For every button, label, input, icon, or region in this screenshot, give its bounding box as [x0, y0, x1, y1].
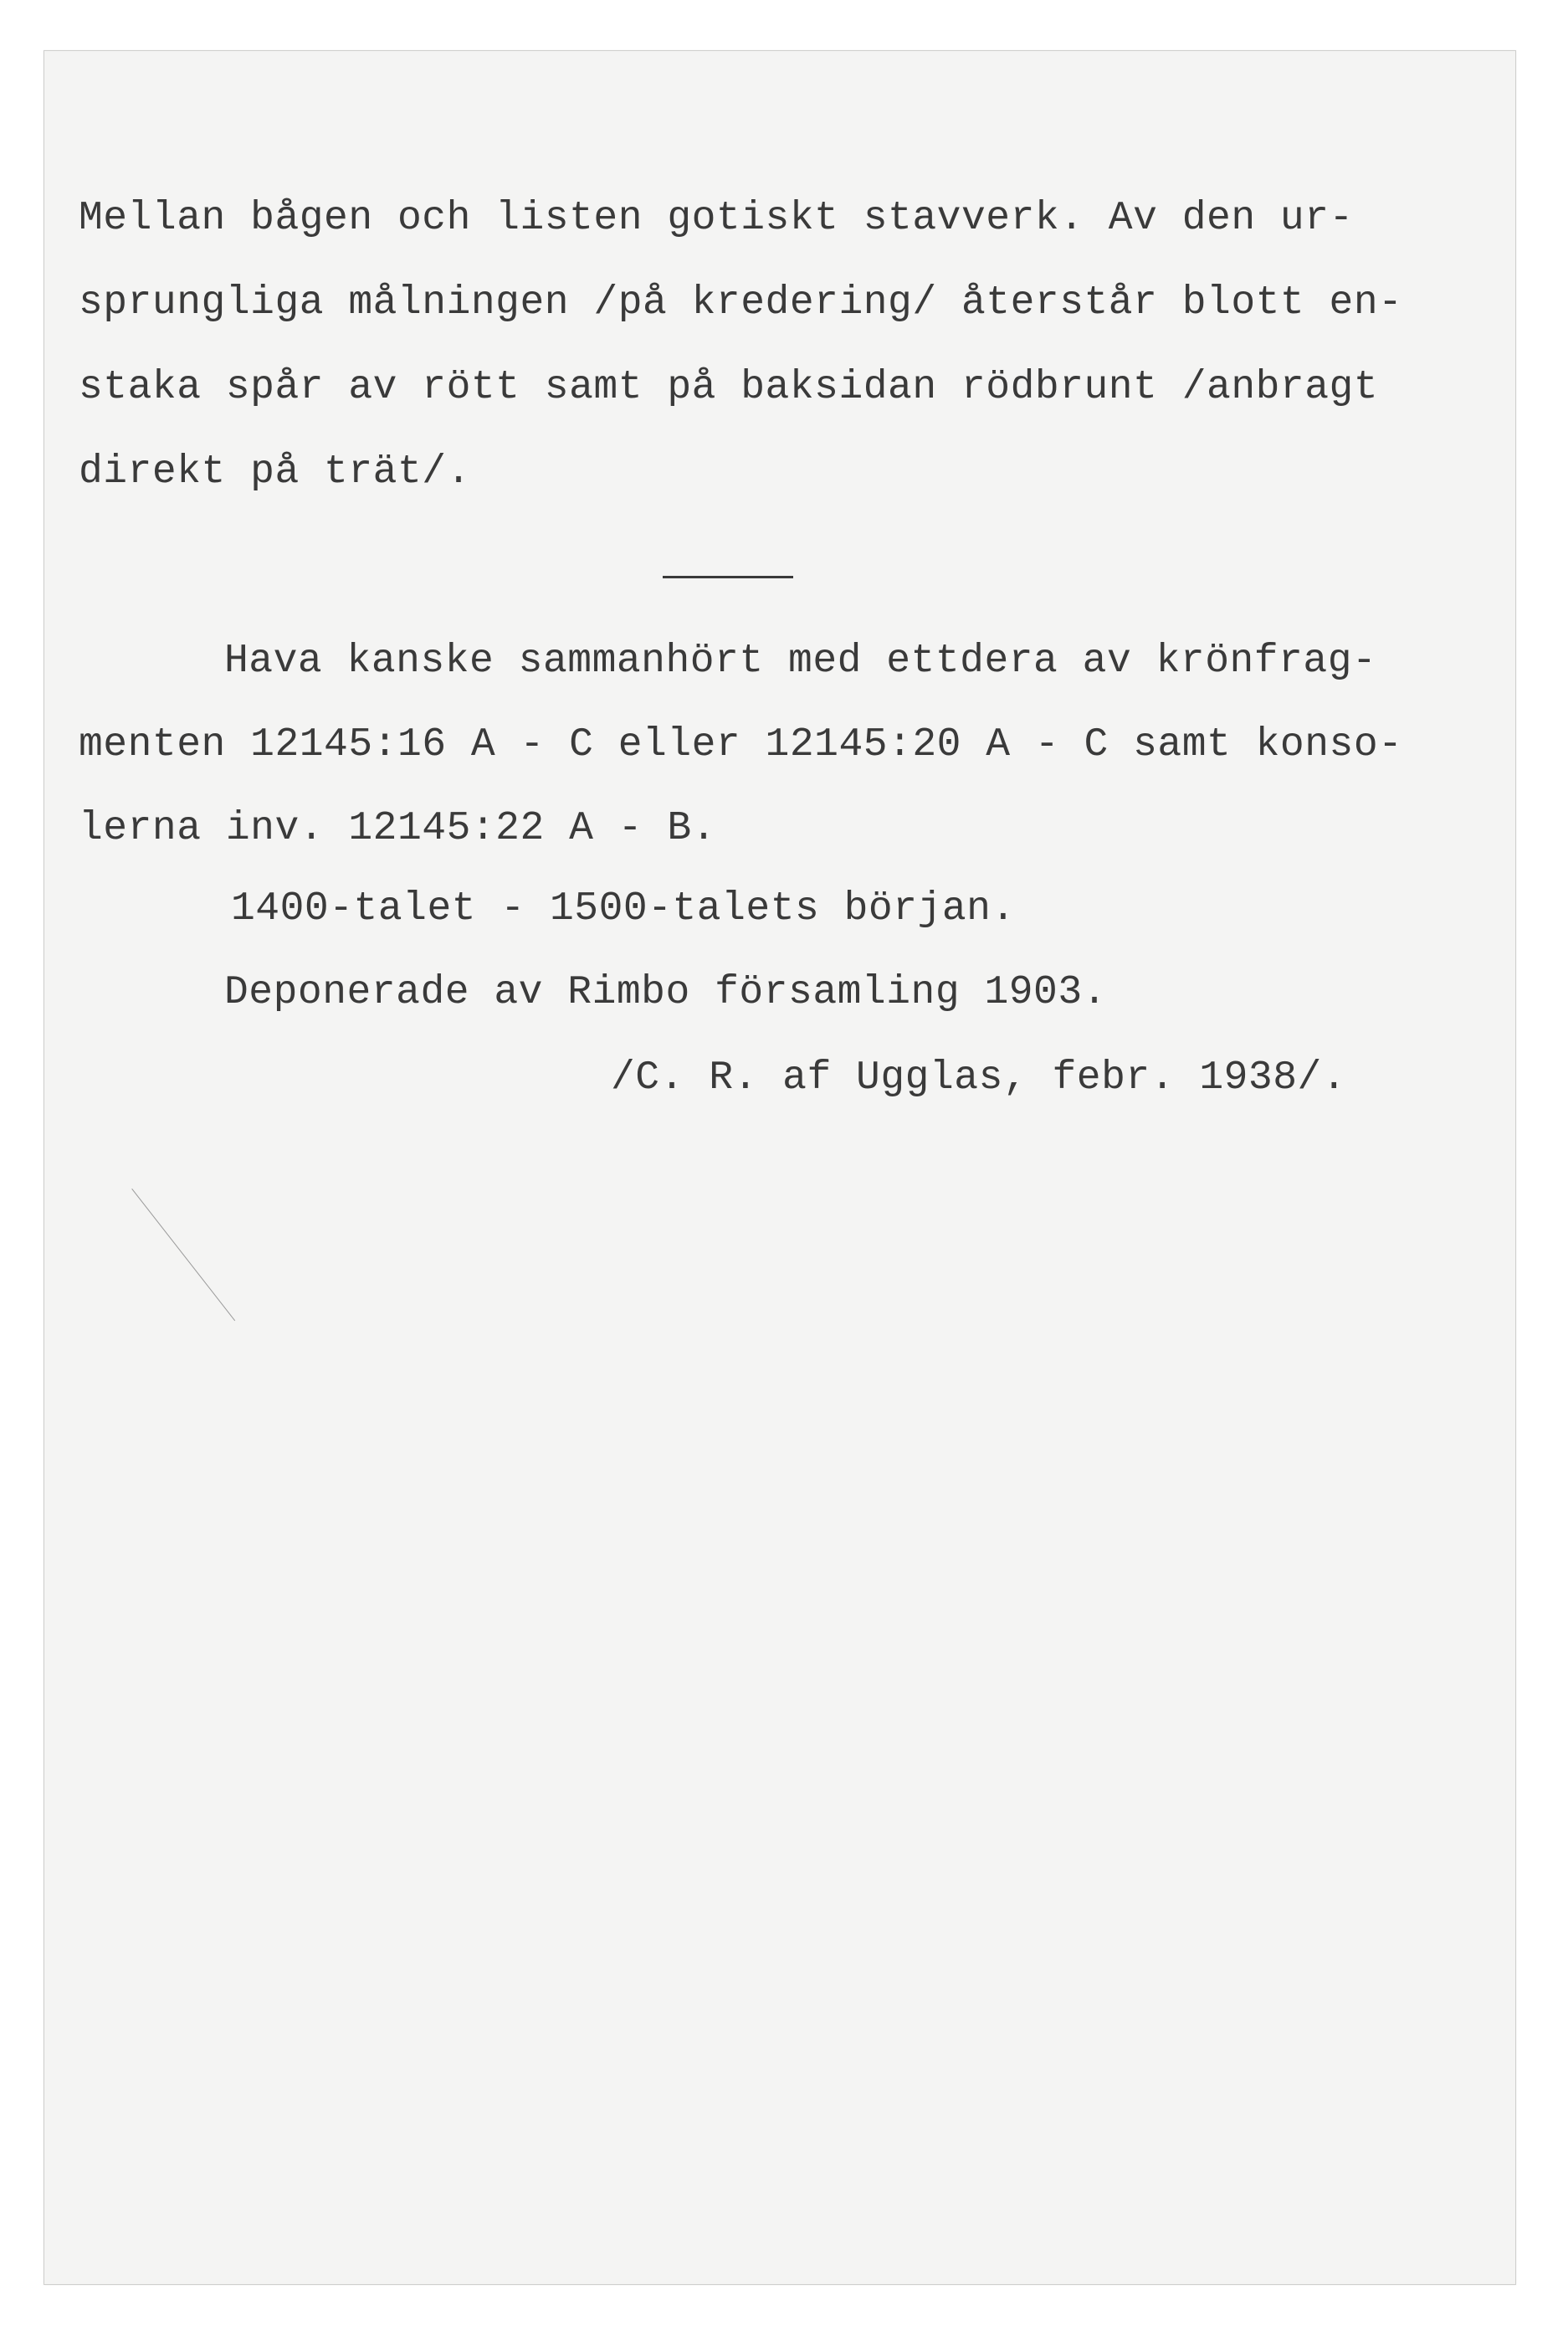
text-line: menten 12145:16 A - C eller 12145:20 A - C samt konso- [79, 722, 1403, 768]
section-divider [663, 576, 793, 578]
text-line: sprungliga målningen /på kredering/ återstår blott en- [79, 280, 1403, 326]
signature-line: /C. R. af Ugglas, febr. 1938/. [611, 1055, 1347, 1101]
text-line: staka spår av rött samt på baksidan rödbrunt /anbragt [79, 365, 1379, 410]
dating-line: 1400-talet - 1500-talets början. [231, 886, 1016, 932]
text-line: Hava kanske sammanhört med ettdera av krönfrag- [224, 639, 1377, 684]
text-line: lerna inv. 12145:22 A - B. [79, 806, 716, 851]
deposit-line: Deponerade av Rimbo församling 1903. [224, 970, 1107, 1015]
text-line: Mellan bågen och listen gotiskt stavverk. Av den ur- [79, 196, 1354, 241]
text-line: direkt på trät/. [79, 449, 471, 495]
